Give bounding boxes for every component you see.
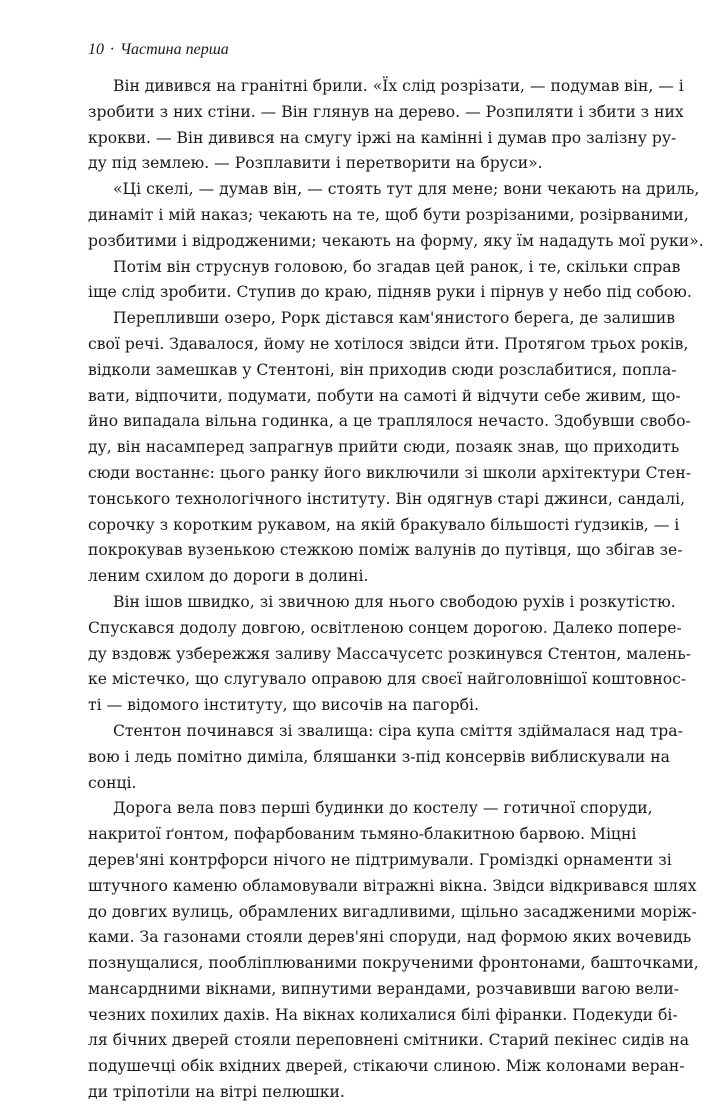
text-line: покрокував вузенькою стежкою поміж валунів до путівця, що збігав зе- xyxy=(88,541,683,560)
text-line: мансардними вікнами, випнутими верандами, розчавивши вагою вели- xyxy=(88,979,680,998)
text-line: ду під землею. — Розплавити і перетворити на бруси». xyxy=(88,154,543,173)
text-line: вати, відпочити, подумати, побути на самоті й відчути себе живим, що- xyxy=(88,386,681,405)
text-line: ті — відомого інституту, що височів на пагорбі. xyxy=(88,696,479,715)
text-line: вою і ледь помітно диміла, бляшанки з-під консервів виблискували на xyxy=(88,747,670,766)
text-line: сонці. xyxy=(88,773,137,792)
text-line: ди тріпотіли на вітрі пелюшки. xyxy=(88,1083,345,1102)
text-line: подушечці обік вхідних дверей, стікаючи слиною. Між колонами веран- xyxy=(88,1057,685,1076)
text-line: Він ішов швидко, зі звичною для нього свободою рухів і розкутістю. xyxy=(113,592,676,611)
body-text xyxy=(88,74,704,1106)
running-head-separator: · xyxy=(110,41,114,58)
text-line: розбитими і відродженими; чекають на форму, яку їм нададуть мої руки». xyxy=(88,231,704,250)
text-line: Він дивився на гранітні брили. «Їх слід розрізати, — подумав він, — і xyxy=(113,77,684,95)
text-line: сорочку з коротким рукавом, на якій бракувало більшості ґудзиків, — і xyxy=(88,515,680,534)
text-line: дерев'яні контрфорси нічого не підтримували. Громіздкі орнаменти зі xyxy=(88,850,672,869)
text-line: Потім він струснув головою, бо згадав цей ранок, і те, скільки справ xyxy=(113,257,681,276)
text-line: Дорога вела повз перші будинки до костелу — готичної споруди, xyxy=(113,799,653,818)
text-line: сюди востаннє: цього ранку його виключили зі школи архітектури Стен- xyxy=(88,463,692,482)
text-line: свої речі. Здавалося, йому не хотілося звідси йти. Протягом трьох років, xyxy=(88,334,689,353)
part-title: Частина перша xyxy=(120,41,229,58)
text-line: ду, він насамперед запрагнув прийти сюди, позаяк знав, що приходить xyxy=(88,438,680,457)
text-line: динаміт і мій наказ; чекають на те, щоб бути розрізаними, розірваними, xyxy=(88,205,689,224)
text-line: леним схилом до дороги в долині. xyxy=(88,567,369,586)
text-line: Стентон починався зі звалища: сіра купа сміття здіймалася над тра- xyxy=(113,721,683,740)
text-line: ля бічних дверей стояли переповнені смітники. Старий пекінес сидів на xyxy=(88,1031,689,1050)
page-number: 10 xyxy=(88,41,104,58)
text-line: іще слід зробити. Ступив до краю, підняв руки і пірнув у небо під собою. xyxy=(88,283,692,302)
text-line: Спускався додолу довгою, освітленою сонцем дорогою. Далеко попере- xyxy=(88,618,682,637)
text-line: ке містечко, що слугувало оправою для своєї найголовнішої коштовнос- xyxy=(88,670,687,689)
text-line: тонського технологічного інституту. Він одягнув старі джинси, сандалі, xyxy=(88,489,686,508)
text-line: накритої ґонтом, пофарбованим тьмяно-блакитною барвою. Міцні xyxy=(88,825,637,844)
text-line: ду вздовж узбережжя заливу Массачусетс розкинувся Стентон, малень- xyxy=(88,644,691,663)
text-line: Перепливши озеро, Рорк дістався кам'янистого берега, де залишив xyxy=(113,309,675,328)
text-line: «Ці скелі, — думав він, — стоять тут для мене; вони чекають на дриль, xyxy=(113,180,700,199)
text-line: крокви. — Він дивився на смугу іржі на камінні і думав про залізну ру- xyxy=(88,128,677,147)
text-line: відколи замешкав у Стентоні, він приходив сюди розслабитися, попла- xyxy=(88,360,677,379)
text-line: чезних похилих дахів. На вікнах колихалися білі фіранки. Подекуди бі- xyxy=(88,1005,678,1024)
text-line: познущалися, пообліплюваними покрученими фронтонами, башточками, xyxy=(88,954,699,973)
text-line: штучного каменю обламовували вітражні вікна. Звідси відкривався шлях xyxy=(88,876,697,895)
text-line: ками. За газонами стояли дерев'яні споруди, над формою яких вочевидь xyxy=(88,928,692,947)
text-line: йно випадала вільна годинка, а це траплялося нечасто. Здобувши свобо- xyxy=(88,412,691,431)
text-line: до довгих вулиць, обрамлених вигадливими, щільно засадженими моріж- xyxy=(88,902,697,921)
text-line: зробити з них стіни. — Він глянув на дерево. — Розпиляти і збити з них xyxy=(88,102,684,121)
running-head xyxy=(88,40,229,60)
